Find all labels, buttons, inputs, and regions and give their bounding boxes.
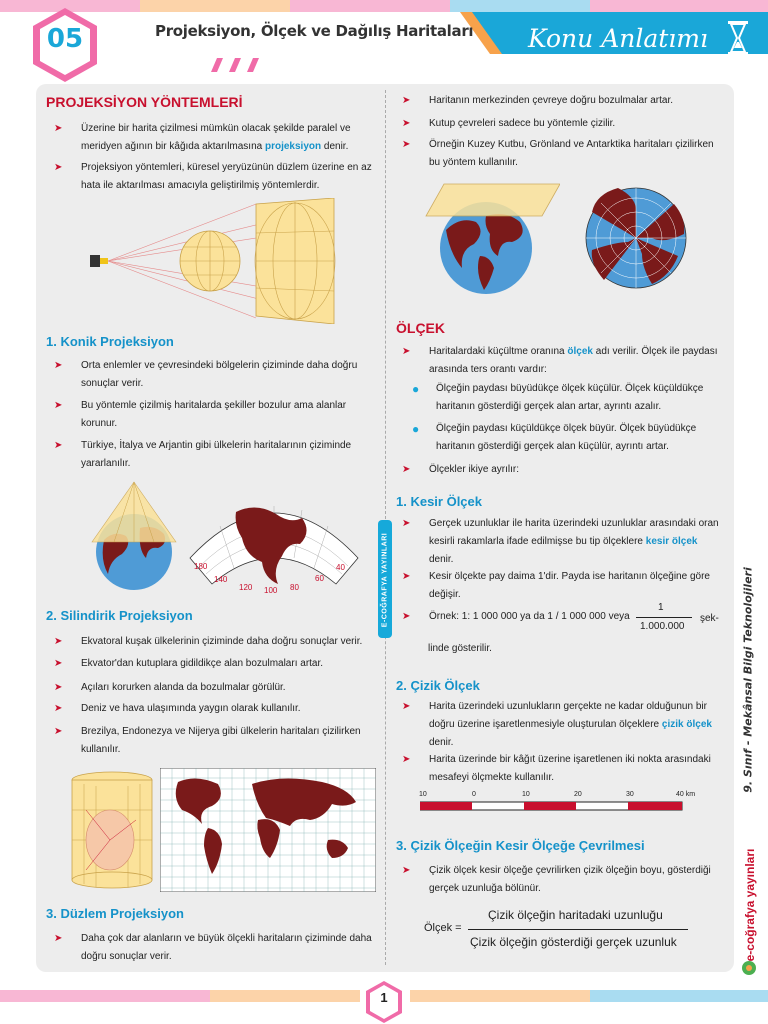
list-item: ➤ Orta enlemler ve çevresindeki bölgelerin çiziminde daha doğru sonuçlar verir.	[54, 357, 376, 393]
arrow-bullet-icon: ➤	[54, 703, 63, 714]
arrow-bullet-icon: ➤	[402, 346, 411, 357]
map-label: 180	[194, 562, 208, 571]
list-item: ➤ Projeksiyon yöntemleri, küresel yeryüzünün düzlem üzerine en az hata ile aktarılması amacıyla geliştirilmiş yöntemlerdir.	[54, 159, 376, 195]
arrow-bullet-icon: ➤	[54, 400, 63, 411]
arrow-bullet-icon: ➤	[402, 464, 411, 475]
scale-label: 10	[522, 791, 530, 798]
map-label: 80	[290, 583, 299, 592]
dot-bullet-icon: ●	[412, 422, 420, 436]
map-label: 140	[214, 575, 228, 584]
arrow-bullet-icon: ➤	[54, 726, 63, 737]
formula-numerator: Çizik ölçeğin haritadaki uzunluğu	[488, 908, 663, 922]
scale-label: 20	[574, 791, 582, 798]
list-item: ➤ Deniz ve hava ulaşımında yaygın olarak kullanılır.	[54, 700, 376, 718]
map-label: 100	[264, 586, 278, 595]
arrow-bullet-icon: ➤	[54, 360, 63, 371]
list-item: ➤ Ölçekler ikiye ayrılır:	[402, 461, 724, 479]
list-item: ➤ Türkiye, İtalya ve Arjantin gibi ülkelerin haritalarının çiziminde yararlanılır.	[54, 437, 376, 473]
side-course-title: 9. Sınıf - Mekânsal Bilgi Teknolojileri	[741, 567, 755, 793]
dot-bullet-icon: ●	[412, 382, 420, 396]
list-item: ➤ Kutup çevreleri sadece bu yöntemle çizilir.	[402, 115, 724, 133]
arrow-bullet-icon: ➤	[402, 865, 411, 876]
scale-label: 10	[419, 791, 427, 798]
list-item: ➤ Haritalardaki küçültme oranına ölçek adı verilir. Ölçek ile paydası arasında ters orantı vardır:	[402, 343, 724, 379]
list-item: ➤ Harita üzerinde bir kâğıt üzerine işaretlenen iki nokta arasındaki mesafeyi ölçmekte kullanılır.	[402, 751, 724, 787]
example-tail: şek-	[700, 613, 719, 624]
map-label: 60	[315, 574, 324, 583]
formula-denominator: Çizik ölçeğin gösterdiği gerçek uzunluk	[470, 935, 677, 949]
arrow-bullet-icon: ➤	[402, 701, 411, 712]
list-item: ➤ Gerçek uzunluklar ile harita üzerindeki uzunluklar arasındaki oran kesirli rakamlarla ifade edilmişse bu tip ölçeklere kesir ölçek denir.	[402, 515, 724, 569]
publisher-logo-text: e-coğrafya yayınları	[743, 848, 757, 962]
arrow-bullet-icon: ➤	[402, 118, 411, 129]
list-item: ➤ Açıları korurken alanda da bozulmalar görülür.	[54, 679, 376, 697]
page-title: Projeksiyon, Ölçek ve Dağılış Haritaları	[155, 22, 474, 40]
chapter-number: 05	[46, 24, 84, 54]
arrow-bullet-icon: ➤	[402, 571, 411, 582]
fraction-denominator: 1.000.000	[640, 621, 685, 632]
heading-cizik: 2. Çizik Ölçek	[396, 678, 480, 693]
list-item: ➤ Harita üzerindeki uzunlukların gerçekte ne kadar olduğunun bir doğru üzerine işaretlenmesiyle oluşturulan ölçeklere çizik ölçek denir.	[402, 698, 724, 752]
fraction-bar	[636, 617, 692, 618]
projection-illustration	[86, 198, 346, 324]
formula-fraction-bar	[468, 929, 688, 930]
conic-map-illustration	[186, 488, 362, 596]
list-item: ➤ Ekvator'dan kutuplara gidildikçe alan bozulmaları artar.	[54, 655, 376, 673]
arrow-bullet-icon: ➤	[54, 123, 63, 134]
list-item: ➤ Örnek: 1: 1 000 000 ya da 1 / 1 000 000 veya	[402, 608, 642, 626]
planar-globe-illustration	[424, 182, 560, 298]
scale-label: 30	[626, 791, 634, 798]
cylinder-illustration	[66, 770, 158, 892]
map-label: 120	[239, 583, 253, 592]
decorative-slashes	[205, 58, 265, 72]
heading-duzlem: 3. Düzlem Projeksiyon	[46, 906, 184, 921]
heading-konik: 1. Konik Projeksiyon	[46, 334, 174, 349]
heading-cevirme: 3. Çizik Ölçeğin Kesir Ölçeğe Çevrilmesi	[396, 838, 645, 853]
hourglass-icon	[726, 20, 750, 56]
arrow-bullet-icon: ➤	[402, 518, 411, 529]
arrow-bullet-icon: ➤	[54, 440, 63, 451]
heading-kesir: 1. Kesir Ölçek	[396, 494, 482, 509]
list-item: ➤ Üzerine bir harita çizilmesi mümkün olacak şekilde paralel ve meridyen ağının bir kâğıda aktarılmasına projeksiyon denir.	[54, 120, 376, 156]
example-end: linde gösterilir.	[428, 643, 492, 654]
list-item: ➤ Çizik ölçek kesir ölçeğe çevrilirken çizik ölçeğin boyu, gösterdiği gerçek uzunluğa bölünür.	[402, 862, 724, 898]
arrow-bullet-icon: ➤	[54, 682, 63, 693]
list-item: ➤ Ekvatoral kuşak ülkelerinin çiziminde daha doğru sonuçlar verir.	[54, 633, 376, 651]
cylindrical-map-illustration	[160, 768, 376, 892]
conic-globe-illustration	[84, 480, 184, 592]
list-item: ➤ Haritanın merkezinden çevreye doğru bozulmalar artar.	[402, 92, 724, 110]
list-item: ➤ Örneğin Kuzey Kutbu, Grönland ve Antarktika haritaları çizilirken bu yöntem kullanılır.	[402, 136, 724, 172]
list-item: ● Ölçeğin paydası küçüldükçe ölçek büyür. Ölçek büyüdükçe haritanın gösterdiği gerçek alan küçülür, ayrıntı artar.	[412, 422, 697, 452]
list-item: ➤ Kesir ölçekte pay daima 1'dir. Payda ise haritanın ölçeğine göre değişir.	[402, 568, 724, 604]
list-item: ➤ Bu yöntemle çizilmiş haritalarda şekiller bozulur ama alanlar korunur.	[54, 397, 376, 433]
section-title-projeksiyon: PROJEKSİYON YÖNTEMLERİ	[46, 94, 243, 110]
arrow-bullet-icon: ➤	[54, 162, 63, 173]
scale-label: 0	[472, 791, 476, 798]
scale-bar	[420, 800, 686, 812]
polar-map-illustration	[584, 184, 688, 292]
formula-label: Ölçek =	[424, 922, 462, 934]
fraction-numerator: 1	[658, 602, 664, 613]
arrow-bullet-icon: ➤	[402, 139, 411, 150]
header-stripes	[0, 0, 768, 12]
arrow-bullet-icon: ➤	[402, 611, 411, 622]
arrow-bullet-icon: ➤	[54, 658, 63, 669]
list-item: ➤ Daha çok dar alanların ve büyük ölçekli haritaların çiziminde daha doğru sonuçlar verir.	[54, 930, 376, 966]
scale-label: 40 km	[676, 791, 696, 798]
map-label: 40	[336, 563, 345, 572]
list-item: ● Ölçeğin paydası büyüdükçe ölçek küçülür. Ölçek küçüldükçe haritanın gösterdiği gerçek alan artar, ayrıntı azalır.	[412, 382, 704, 412]
arrow-bullet-icon: ➤	[402, 95, 411, 106]
arrow-bullet-icon: ➤	[54, 933, 63, 944]
list-item: ➤ Brezilya, Endonezya ve Nijerya gibi ülkelerin haritaları çizilirken kullanılır.	[54, 723, 376, 759]
publisher-badge-text: E-COĞRAFYA YAYINLARI	[381, 532, 389, 628]
page-number: 1	[380, 990, 388, 1005]
section-heading-konu: Konu Anlatımı	[528, 24, 709, 53]
arrow-bullet-icon: ➤	[54, 636, 63, 647]
arrow-bullet-icon: ➤	[402, 754, 411, 765]
section-title-olcek: ÖLÇEK	[396, 320, 445, 336]
heading-silindirik: 2. Silindirik Projeksiyon	[46, 608, 193, 623]
